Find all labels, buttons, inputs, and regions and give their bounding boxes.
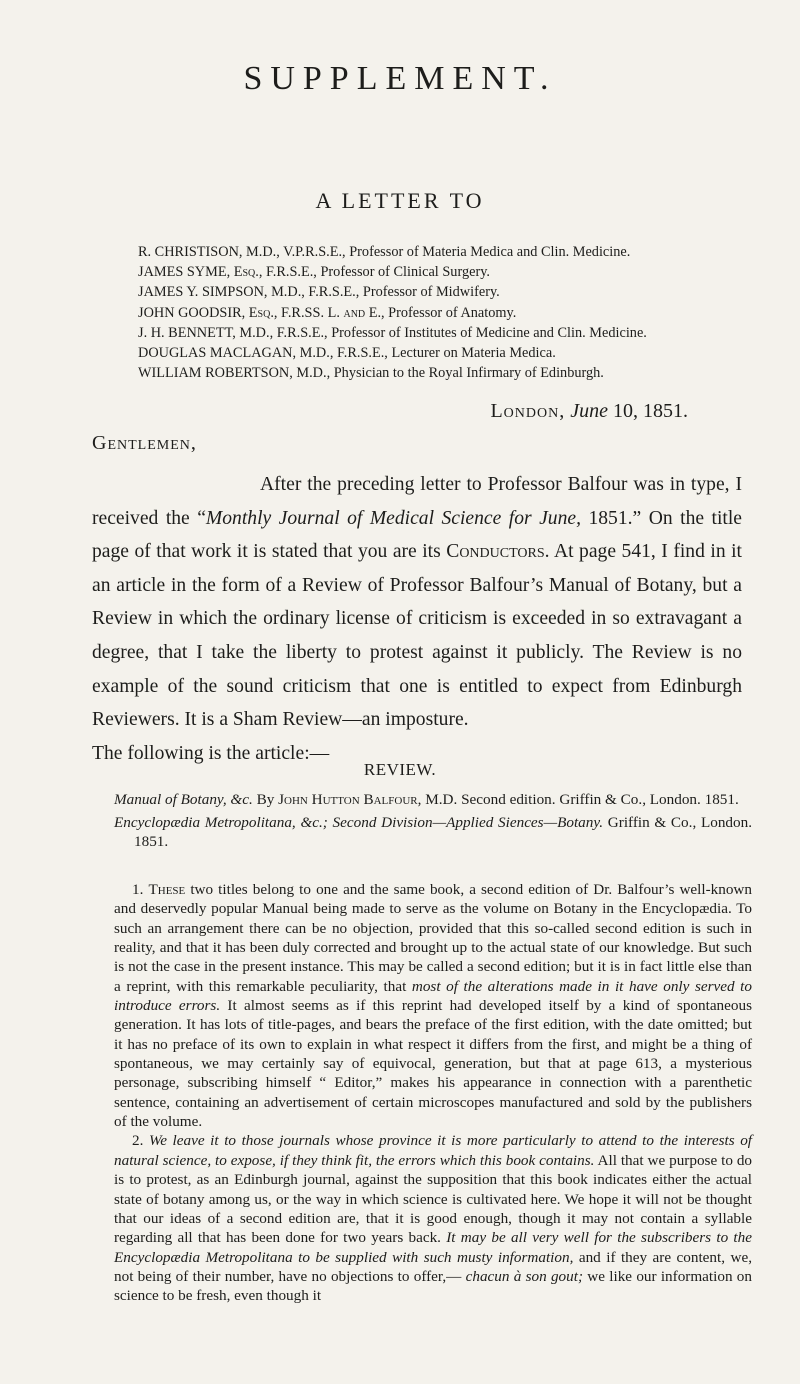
- letter-text: After the preceding letter to Professor Balfour was in type, I received the “: [92, 474, 742, 529]
- review-emphasis: most of the alterations made in it have only served to introduce errors.: [114, 977, 752, 1015]
- bib-text: , M.D. Second edition. Griffin & Co., London. 1851.: [417, 791, 739, 808]
- letter-body: [92, 468, 742, 770]
- addressee-name: WILLIAM ROBERTSON, M.D.,: [138, 365, 331, 382]
- letter-title: A LETTER TO: [315, 188, 485, 213]
- addressee-name: JOHN GOODSIR, Esq., F.R.SS. L. and E.,: [138, 304, 385, 321]
- addressee-role: Physician to the Royal Infirmary of Edinburgh.: [333, 365, 604, 382]
- review-text: and if they are content, we, not being of their number, have no objections to offer,—: [114, 1248, 752, 1285]
- bibliography-entry: [114, 790, 752, 809]
- bib-text: Griffin & Co., London. 1851.: [134, 814, 752, 850]
- review-paragraph: [114, 1131, 752, 1305]
- letter-text: 1851.” On the title page of that work it is stated that you are its: [92, 507, 743, 563]
- journal-title: Monthly Journal of Medical Science for June,: [205, 507, 581, 529]
- addressee-line: [138, 343, 778, 363]
- review-heading: REVIEW.: [363, 760, 437, 779]
- salutation: Gentlemen,: [92, 432, 197, 454]
- addressee-line: [138, 262, 778, 282]
- addressee-line: [138, 282, 778, 302]
- addressee-line: [138, 363, 778, 383]
- addressee-role: Professor of Institutes of Medicine and Clin. Medicine.: [331, 324, 647, 341]
- addressee-line: [138, 323, 778, 343]
- addressee-name: DOUGLAS MACLAGAN, M.D., F.R.S.E.,: [138, 345, 388, 362]
- review-text: It almost seems as if this reprint had developed itself by a kind of spontaneous generation. It has lots of title-pages, and bears the preface of the first edition, with the date omitted; but it has no preface of its own to explain in what respect it differs from the first, and might be a thing of spontaneous, we may certainly say of equivocal, generation, but that at page 613, a mysterious personage, subscribing himself “ Editor,” makes his appearance in connection with a parenthetic sentence, containing an advertisement of certain microscopes manufactured and sold by the publishers of the volume.: [114, 997, 752, 1131]
- review-paragraph: [114, 880, 752, 1131]
- dateline-place: London,: [490, 400, 566, 422]
- bib-text: By: [252, 791, 279, 808]
- author-name: John Hutton Balfour: [278, 791, 418, 808]
- dateline-day-year: 10, 1851.: [613, 400, 688, 422]
- review-emphasis: chacun à son gout;: [465, 1267, 584, 1285]
- review-text: we like our information on science to be fresh, even though it: [114, 1267, 752, 1305]
- addressee-role: Professor of Anatomy.: [388, 304, 517, 321]
- letter-text: . At page 541, I find in it an article in the form of a Review of Professor Balfour’s Manual of Botany, but a Review in which the ordinary license of criticism is exceeded in so extravagant a degree, that I take the liberty to protest against it publicly. The Review is no example of the sound criticism that one is entitled to expect from Edinburgh Reviewers. It is a Sham Review—an imposture.: [92, 541, 742, 731]
- addressee-line: [138, 303, 778, 323]
- addressee-role: Professor of Midwifery.: [362, 284, 500, 301]
- dateline-month: June: [570, 400, 608, 422]
- addressee-line: [138, 242, 778, 262]
- letter-paragraph: The following is the article:—: [92, 742, 330, 764]
- review-emphasis: It may be all very well for the subscribers to the Encyclopædia Metropolitana to be supplied with such musty information,: [114, 1229, 752, 1266]
- letter-paragraph: [92, 468, 742, 737]
- addressee-name: J. H. BENNETT, M.D., F.R.S.E.,: [138, 324, 328, 341]
- addressee-name: JAMES Y. SIMPSON, M.D., F.R.S.E.,: [138, 284, 360, 301]
- addressee-name: JAMES SYME, Esq., F.R.S.E.,: [138, 264, 317, 281]
- supplement-heading: SUPPLEMENT.: [243, 60, 557, 97]
- bibliography: [114, 790, 752, 855]
- review-emphasis: We leave it to those journals whose province it is more particularly to attend to the interests of natural science, to expose, if they think fit, the errors which this book contains.: [114, 1132, 753, 1169]
- book-title: Encyclopædia Metropolitana, &c.; Second Division—Applied Siences—Botany.: [114, 814, 604, 831]
- section-number: 2.: [132, 1132, 149, 1150]
- addressee-role: Professor of Clinical Surgery.: [320, 264, 491, 281]
- addressee-name: R. CHRISTISON, M.D., V.P.R.S.E.,: [138, 244, 346, 260]
- addressee-list: [138, 242, 778, 383]
- review-body: [114, 880, 752, 1306]
- addressee-role: Lecturer on Materia Medica.: [391, 345, 556, 362]
- dateline: [0, 400, 688, 423]
- bibliography-entry: [114, 813, 752, 851]
- review-text: two titles belong to one and the same book, a second edition of Dr. Balfour’s well-known and deservedly popular Manual being made to serve as the volume on Botany in the Encyclopædia. To such an arrangement there can be no objection, provided that this so-called second edition is such in reality, and that it has been duly corrected and brought up to the actual state of our knowledge. But such is not the case in the present instance. This may be called a second edition; but it is in fact little else than a reprint, with this remarkable peculiarity, that: [114, 881, 752, 995]
- conductors-term: Conductors: [446, 541, 545, 563]
- review-text: All that we purpose to do is to protest, as an Edinburgh journal, against the supposition that this book indicates either the actual state of botany among us, or the way in which science is cultivated here. We hope it will not be thought that our ideas of a second edition are, that it is good enough, though it may not contain a syllable regarding all that has been done for two years back.: [114, 1151, 753, 1247]
- book-title: Manual of Botany, &c.: [114, 791, 253, 808]
- addressee-role: Professor of Materia Medica and Clin. Medicine.: [349, 244, 631, 260]
- section-number: 1.: [132, 881, 149, 898]
- review-text: These: [148, 881, 186, 898]
